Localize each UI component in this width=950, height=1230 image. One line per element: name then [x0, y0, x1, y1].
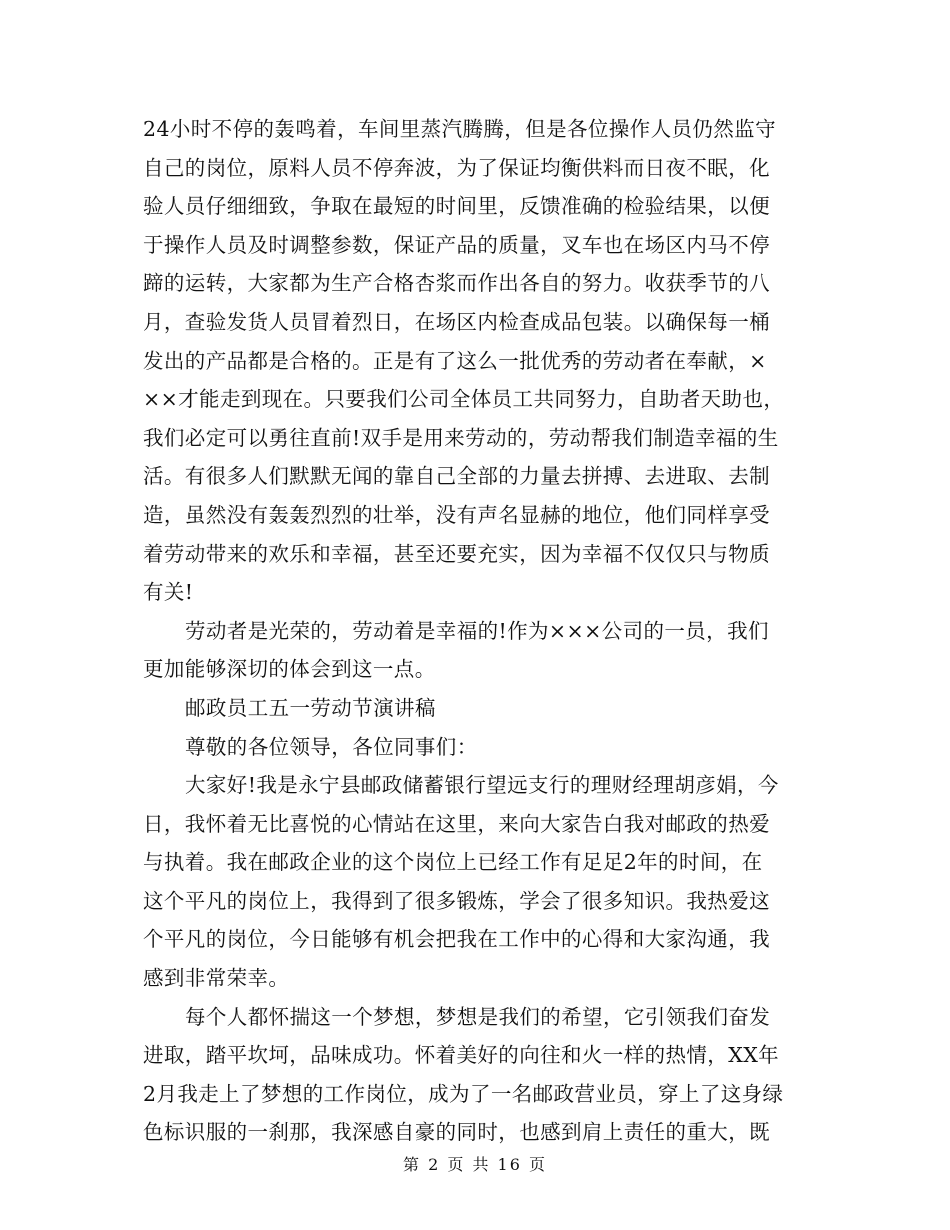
section-title: 邮政员工五一劳动节演讲稿: [185, 695, 436, 720]
text-line: 感到非常荣幸。: [143, 966, 290, 991]
text-line: 24小时不停的轰鸣着，车间里蒸汽腾腾，但是各位操作人员仍然监守: [143, 117, 776, 141]
paragraph-start-line: 劳动者是光荣的，劳动着是幸福的!作为×××公司的一员，我们: [185, 618, 769, 643]
text-line: 着劳动带来的欢乐和幸福，甚至还要充实，因为幸福不仅仅只与物质: [143, 541, 770, 566]
text-line: 与执着。我在邮政企业的这个岗位上已经工作有足足2年的时间，在: [143, 850, 763, 875]
text-line: 日，我怀着无比喜悦的心情站在这里，来向大家告白我对邮政的热爱: [143, 811, 770, 836]
text-line: ××才能走到现在。只要我们公司全体员工共同努力，自助者天助也，: [143, 387, 785, 412]
document-body: [143, 110, 807, 1152]
text-line: 进取，踏平坎坷，品味成功。怀着美好的向往和火一样的热情，XX年: [143, 1043, 780, 1068]
text-line: 月，查验发货人员冒着烈日，在场区内检查成品包装。以确保每一桶: [143, 309, 770, 334]
paragraph-start-line: 每个人都怀揣这一个梦想，梦想是我们的希望，它引领我们奋发: [185, 1004, 771, 1029]
text-line: 造，虽然没有轰轰烈烈的壮举，没有声名显赫的地位，他们同样享受: [143, 502, 770, 527]
paragraph-start-line: 大家好!我是永宁县邮政储蓄银行望远支行的理财经理胡彦娟，今: [185, 773, 779, 798]
text-line: 2月我走上了梦想的工作岗位，成为了一名邮政营业员，穿上了这身绿: [143, 1081, 784, 1106]
text-line: 自己的岗位，原料人员不停奔波，为了保证均衡供料而日夜不眠，化: [143, 155, 770, 180]
text-line: 这个平凡的岗位上，我得到了很多锻炼，学会了很多知识。我热爱这: [143, 888, 770, 913]
text-line: 有关!: [143, 580, 194, 605]
text-line: 色标识服的一刹那，我深感自豪的同时，也感到肩上责任的重大，既: [143, 1120, 770, 1145]
text-line: 个平凡的岗位，今日能够有机会把我在工作中的心得和大家沟通，我: [143, 927, 770, 952]
text-line: 发出的产品都是合格的。正是有了这么一批优秀的劳动者在奉献，×: [143, 348, 767, 373]
text-line: 我们必定可以勇往直前!双手是用来劳动的，劳动帮我们制造幸福的生: [143, 425, 779, 450]
salutation: 尊敬的各位领导，各位同事们：: [185, 734, 478, 759]
text-line: 活。有很多人们默默无闻的靠自己全部的力量去拼搏、去进取、去制: [143, 464, 770, 489]
text-line: 更加能够深切的体会到这一点。: [143, 657, 436, 682]
page-number-footer: 第 2 页 共 16 页: [403, 1155, 547, 1174]
text-line: 于操作人员及时调整参数，保证产品的质量，叉车也在场区内马不停: [143, 232, 770, 257]
text-line: 蹄的运转，大家都为生产合格杏浆而作出各自的努力。收获季节的八: [143, 271, 770, 296]
text-line: 验人员仔细细致，争取在最短的时间里，反馈准确的检验结果，以便: [143, 194, 770, 219]
